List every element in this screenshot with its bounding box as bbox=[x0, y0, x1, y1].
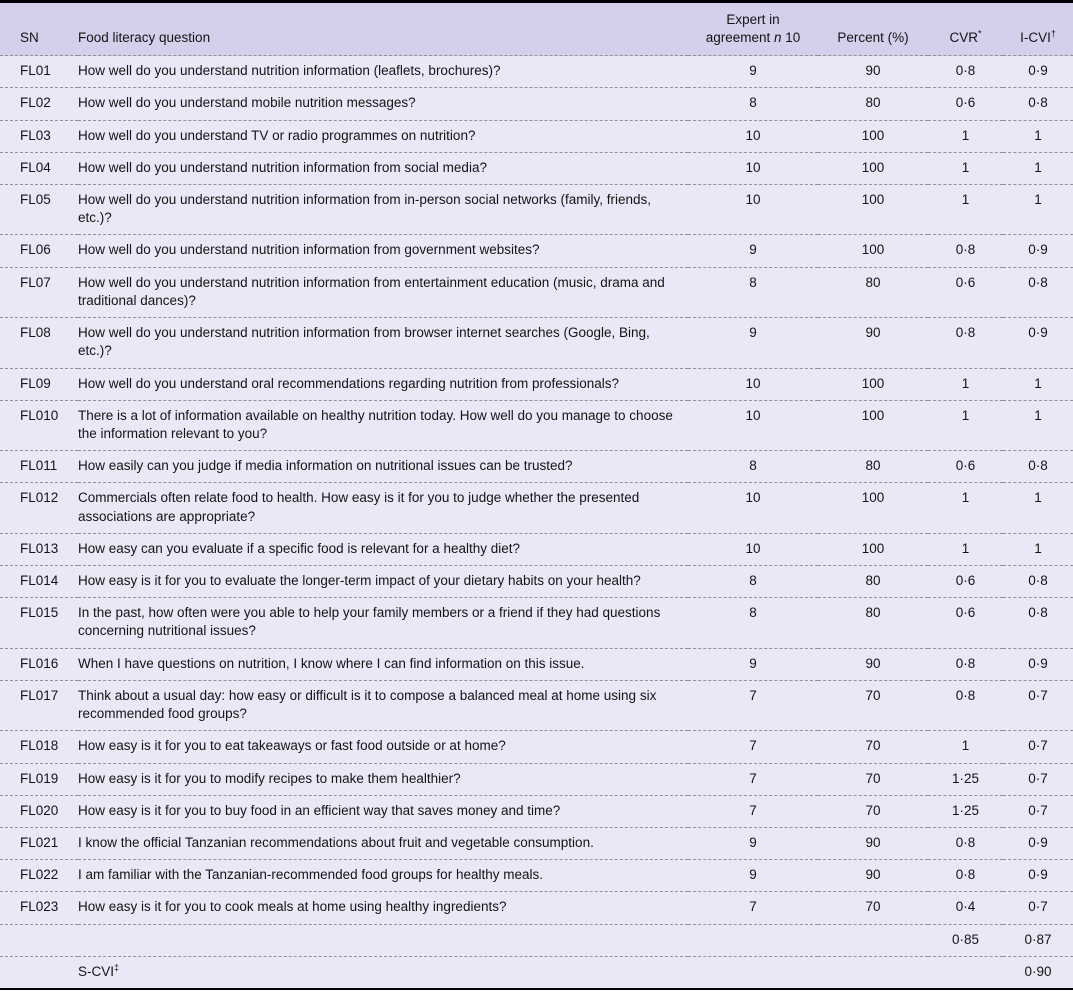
question-cell: I know the official Tanzanian recommendations about fruit and vegetable consumption. bbox=[78, 835, 594, 850]
percent-cell: 80 bbox=[865, 458, 881, 474]
table-row bbox=[0, 235, 1073, 267]
sn-cell: FL015 bbox=[20, 605, 59, 621]
agreement-cell: 9 bbox=[749, 325, 757, 341]
percent-cell: 70 bbox=[865, 687, 881, 703]
sn-cell: FL02 bbox=[20, 95, 51, 111]
cvr-cell: 0·6 bbox=[955, 95, 976, 111]
icvi-cell: 0·8 bbox=[1028, 95, 1048, 111]
agreement-cell: 10 bbox=[745, 490, 761, 506]
cvr-cell: 0·8 bbox=[955, 242, 976, 258]
percent-cell: 100 bbox=[861, 242, 885, 258]
agreement-cell: 8 bbox=[749, 95, 757, 111]
table-row bbox=[0, 533, 1073, 565]
sn-cell: FL05 bbox=[20, 191, 51, 207]
cvr-cell: 1·25 bbox=[951, 802, 980, 818]
sn-cell: FL013 bbox=[20, 540, 59, 556]
percent-cell: 100 bbox=[861, 375, 885, 391]
question-cell: How well do you understand nutrition information (leaflets, brochures)? bbox=[78, 63, 501, 79]
sn-cell: FL021 bbox=[20, 835, 59, 850]
table-row bbox=[0, 731, 1073, 763]
icvi-cell: 1 bbox=[1034, 540, 1042, 556]
question-cell: How well do you understand nutrition information from government websites? bbox=[78, 242, 540, 258]
cvr-cell: 0·6 bbox=[955, 458, 976, 474]
icvi-cell: 0·9 bbox=[1028, 867, 1048, 883]
cvr-cell: 0·85 bbox=[951, 931, 980, 947]
sn-cell: FL09 bbox=[20, 375, 51, 391]
question-cell: Think about a usual day: how easy or difficult is it to compose a balanced meal at home using six recommended food groups? bbox=[78, 687, 657, 722]
sn-cell bbox=[0, 956, 78, 989]
percent-cell: 70 bbox=[865, 770, 881, 786]
cvr-cell bbox=[928, 956, 1003, 989]
agreement-cell: 10 bbox=[745, 127, 761, 143]
cvr-cell: 0·6 bbox=[955, 573, 976, 589]
icvi-cell: 1 bbox=[1034, 191, 1042, 207]
cvr-cell: 0·6 bbox=[955, 274, 976, 290]
icvi-cell: 0·8 bbox=[1028, 573, 1048, 589]
cvr-cell: 1 bbox=[961, 540, 970, 556]
sn-cell: FL012 bbox=[20, 490, 59, 506]
icvi-footnote-marker: † bbox=[1050, 28, 1056, 39]
question-cell: There is a lot of information available on healthy nutrition today. How well do you manage to choose the information relevant to you? bbox=[78, 407, 673, 441]
cvr-cell: 0·8 bbox=[955, 835, 976, 850]
col-header-sn: SN bbox=[0, 2, 78, 56]
col-header-icvi: I-CVI† bbox=[1003, 2, 1073, 56]
table-row bbox=[0, 648, 1073, 680]
cvr-cell: 1 bbox=[961, 127, 970, 143]
cvr-cell: 1 bbox=[961, 159, 970, 175]
agreement-cell: 9 bbox=[749, 63, 757, 79]
icvi-cell: 1 bbox=[1034, 127, 1042, 143]
sn-cell: FL018 bbox=[20, 738, 59, 754]
cvr-cell: 0·8 bbox=[955, 867, 976, 883]
question-cell: How well do you understand nutrition information from in-person social networks (family, friends, etc.)? bbox=[78, 191, 651, 226]
table-row bbox=[0, 598, 1073, 648]
agreement-cell: 10 bbox=[745, 540, 761, 556]
col-header-expert-agreement-line2: agreement n 10 bbox=[705, 29, 801, 45]
agreement-cell: 9 bbox=[749, 835, 757, 850]
question-cell: How easy can you evaluate if a specific food is relevant for a healthy diet? bbox=[78, 540, 520, 556]
percent-cell: 100 bbox=[861, 159, 885, 175]
sn-cell: FL04 bbox=[20, 159, 51, 175]
agreement-cell bbox=[688, 924, 818, 956]
table-row bbox=[0, 267, 1073, 317]
sn-cell: FL07 bbox=[20, 274, 51, 290]
cvr-cell: 1 bbox=[961, 738, 970, 754]
table-row bbox=[0, 184, 1073, 234]
col-header-expert-agreement-line1: Expert in bbox=[726, 12, 780, 27]
agreement-cell: 10 bbox=[745, 191, 761, 207]
agreement-cell: 8 bbox=[749, 458, 757, 474]
sn-cell: FL019 bbox=[20, 770, 59, 786]
percent-cell: 90 bbox=[865, 655, 881, 671]
agreement-cell: 10 bbox=[745, 407, 761, 423]
sn-cell: FL016 bbox=[20, 655, 59, 671]
table-row bbox=[0, 924, 1073, 956]
agreement-cell: 10 bbox=[745, 375, 761, 391]
icvi-cell: 0·9 bbox=[1028, 63, 1048, 79]
question-cell: How well do you understand oral recommendations regarding nutrition from professionals? bbox=[78, 375, 620, 391]
question-cell: How easy is it for you to evaluate the longer-term impact of your dietary habits on your health? bbox=[78, 573, 641, 589]
question-cell: Commercials often relate food to health. How easy is it for you to judge whether the presented associations are appropriate? bbox=[78, 490, 640, 524]
cvr-cell: 0·8 bbox=[955, 325, 976, 341]
percent-cell bbox=[818, 924, 928, 956]
table-row bbox=[0, 763, 1073, 795]
cvr-cell: 0·8 bbox=[955, 687, 976, 703]
sn-cell: FL022 bbox=[20, 867, 59, 883]
sn-cell bbox=[0, 924, 78, 956]
percent-cell: 80 bbox=[865, 274, 881, 290]
italic-n: n bbox=[774, 29, 782, 45]
icvi-cell: 0·7 bbox=[1028, 738, 1048, 754]
percent-cell: 100 bbox=[861, 540, 885, 556]
agreement-cell: 9 bbox=[749, 655, 757, 671]
cvr-cell: 1 bbox=[961, 191, 970, 207]
sn-cell: FL014 bbox=[20, 573, 59, 589]
percent-cell: 90 bbox=[865, 835, 881, 850]
percent-cell: 80 bbox=[865, 95, 881, 111]
table-row bbox=[0, 956, 1073, 989]
sn-cell: FL06 bbox=[20, 242, 51, 258]
agreement-cell: 9 bbox=[749, 242, 757, 258]
col-header-question: Food literacy question bbox=[78, 2, 688, 56]
agreement-cell: 7 bbox=[749, 738, 757, 754]
agreement-cell: 7 bbox=[749, 770, 757, 786]
question-cell: How easy is it for you to eat takeaways or fast food outside or at home? bbox=[78, 738, 506, 754]
percent-cell: 90 bbox=[865, 325, 881, 341]
icvi-cell: 1 bbox=[1034, 407, 1042, 423]
question-cell: How easily can you judge if media information on nutritional issues can be trusted? bbox=[78, 458, 573, 474]
table-header bbox=[0, 2, 1073, 56]
col-header-cvr: CVR* bbox=[928, 2, 1003, 56]
sn-cell: FL01 bbox=[20, 63, 51, 79]
table-row bbox=[0, 680, 1073, 730]
percent-cell: 70 bbox=[865, 899, 881, 915]
table-row bbox=[0, 828, 1073, 860]
icvi-cell: 0·7 bbox=[1028, 802, 1048, 818]
sn-cell: FL08 bbox=[20, 325, 51, 341]
table-row bbox=[0, 152, 1073, 184]
percent-cell: 100 bbox=[861, 407, 885, 423]
table-row bbox=[0, 318, 1073, 368]
agreement-cell: 7 bbox=[749, 802, 757, 818]
percent-cell: 100 bbox=[861, 127, 885, 143]
question-cell: How easy is it for you to modify recipes to make them healthier? bbox=[78, 770, 461, 786]
table-header-row bbox=[0, 2, 1073, 56]
percent-cell: 100 bbox=[861, 490, 885, 506]
question-cell: How easy is it for you to cook meals at home using healthy ingredients? bbox=[78, 899, 507, 915]
agreement-cell bbox=[688, 956, 818, 989]
question-cell: How easy is it for you to buy food in an efficient way that saves money and time? bbox=[78, 802, 561, 818]
cvr-footnote-marker: * bbox=[978, 28, 982, 39]
percent-cell: 70 bbox=[865, 802, 881, 818]
icvi-cell: 0·87 bbox=[1024, 931, 1052, 947]
col-header-expert-agreement bbox=[688, 2, 818, 56]
agreement-cell: 7 bbox=[749, 687, 757, 703]
sn-cell: FL011 bbox=[20, 458, 58, 474]
question-cell bbox=[78, 924, 688, 956]
table-body bbox=[0, 56, 1073, 990]
question-cell: How well do you understand mobile nutrition messages? bbox=[78, 95, 416, 111]
icvi-cell: 0·9 bbox=[1028, 242, 1048, 258]
cvr-cell: 1 bbox=[961, 490, 970, 506]
question-cell: How well do you understand nutrition information from browser internet searches (Google, Bing, etc.)? bbox=[78, 325, 650, 359]
percent-cell: 70 bbox=[865, 738, 881, 754]
percent-cell bbox=[818, 956, 928, 989]
cvr-cell: 0·6 bbox=[955, 605, 976, 621]
sn-cell: FL010 bbox=[20, 407, 59, 423]
question-cell: How well do you understand nutrition information from entertainment education (music, drama and traditional dances)? bbox=[78, 274, 665, 308]
cvr-cell: 1·25 bbox=[951, 770, 980, 786]
question-cell: S-CVI‡ bbox=[78, 962, 120, 979]
percent-cell: 80 bbox=[865, 573, 881, 589]
percent-cell: 100 bbox=[861, 191, 885, 207]
table-row bbox=[0, 120, 1073, 152]
icvi-cell: 0·9 bbox=[1028, 835, 1048, 850]
table-row bbox=[0, 56, 1073, 88]
sn-cell: FL03 bbox=[20, 127, 51, 143]
sn-cell: FL020 bbox=[20, 802, 59, 818]
icvi-cell: 1 bbox=[1034, 490, 1042, 506]
percent-cell: 80 bbox=[865, 605, 881, 621]
table-row bbox=[0, 892, 1073, 924]
question-cell: How well do you understand nutrition information from social media? bbox=[78, 159, 487, 175]
table-row bbox=[0, 566, 1073, 598]
icvi-cell: 0·7 bbox=[1028, 687, 1048, 703]
question-cell: When I have questions on nutrition, I know where I can find information on this issue. bbox=[78, 655, 585, 671]
icvi-cell: 1 bbox=[1034, 375, 1042, 391]
question-cell: I am familiar with the Tanzanian-recommended food groups for healthy meals. bbox=[78, 867, 543, 883]
cvr-cell: 1 bbox=[961, 375, 970, 391]
col-header-percent: Percent (%) bbox=[818, 2, 928, 56]
table-row bbox=[0, 451, 1073, 483]
icvi-cell: 0·8 bbox=[1028, 605, 1048, 621]
icvi-cell: 0·9 bbox=[1028, 655, 1048, 671]
table-row bbox=[0, 368, 1073, 400]
table-row bbox=[0, 88, 1073, 120]
agreement-cell: 8 bbox=[749, 573, 757, 589]
cvr-cell: 1 bbox=[961, 407, 970, 423]
icvi-cell: 1 bbox=[1034, 159, 1042, 175]
cvr-cell: 0·8 bbox=[955, 655, 976, 671]
question-cell: In the past, how often were you able to help your family members or a friend if they had questions concerning nutritional issues? bbox=[78, 605, 661, 639]
question-cell: How well do you understand TV or radio programmes on nutrition? bbox=[78, 127, 476, 143]
agreement-cell: 8 bbox=[749, 605, 757, 621]
table-row bbox=[0, 400, 1073, 450]
percent-cell: 90 bbox=[865, 867, 881, 883]
cvr-cell: 0·4 bbox=[955, 899, 976, 915]
agreement-cell: 8 bbox=[749, 274, 757, 290]
icvi-cell: 0·8 bbox=[1028, 274, 1048, 290]
table-row bbox=[0, 795, 1073, 827]
percent-cell: 90 bbox=[865, 63, 881, 79]
icvi-cell: 0·7 bbox=[1028, 899, 1048, 915]
cvr-cell: 0·8 bbox=[955, 63, 976, 79]
agreement-cell: 9 bbox=[749, 867, 757, 883]
icvi-cell: 0·7 bbox=[1028, 770, 1048, 786]
sn-cell: FL017 bbox=[20, 687, 59, 703]
scvi-footnote-marker: ‡ bbox=[114, 962, 120, 973]
agreement-cell: 10 bbox=[745, 159, 761, 175]
icvi-cell: 0·9 bbox=[1028, 325, 1048, 341]
icvi-cell: 0·90 bbox=[1024, 963, 1052, 979]
sn-cell: FL023 bbox=[20, 899, 59, 915]
table-row bbox=[0, 860, 1073, 892]
table-row bbox=[0, 483, 1073, 533]
agreement-cell: 7 bbox=[749, 899, 757, 915]
icvi-cell: 0·8 bbox=[1028, 458, 1048, 474]
